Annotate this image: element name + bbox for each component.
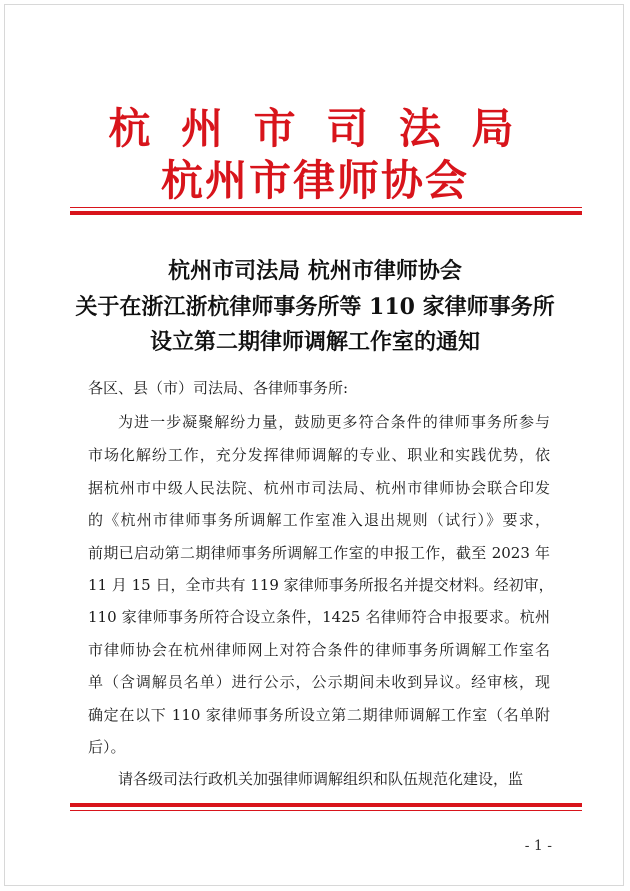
header-divider-thick bbox=[70, 211, 582, 215]
body-line: 单（含调解员名单）进行公示，公示期间未收到异议。经审核，现 bbox=[88, 673, 550, 691]
document-title-line-1: 杭州市司法局 杭州市律师协会 bbox=[168, 258, 462, 284]
body-line: 请各级司法行政机关加强律师调解组织和队伍规范化建设，监 bbox=[118, 770, 524, 788]
salutation: 各区、县（市）司法局、各律师事务所: bbox=[88, 379, 349, 397]
body-line: 11 月 15 日，全市共有 119 家律师事务所报名并提交材料。经初审， bbox=[88, 576, 554, 594]
body-line: 市律师协会在杭州律师网上对符合条件的律师事务所调解工作室名 bbox=[88, 641, 550, 659]
page-number: - 1 - bbox=[524, 838, 552, 854]
document-title-line-2: 关于在浙江浙杭律师事务所等 110 家律师事务所 bbox=[75, 294, 555, 320]
body-line: 后）。 bbox=[88, 738, 126, 756]
header-divider-thin bbox=[70, 207, 582, 208]
footer-divider-thick bbox=[70, 803, 582, 807]
issuer-header-justice-bureau: 杭 州 市 司 法 局 bbox=[108, 104, 522, 153]
body-line: 前期已启动第二期律师事务所调解工作室的申报工作，截至 2023 年 bbox=[88, 544, 550, 562]
body-line: 确定在以下 110 家律师事务所设立第二期律师调解工作室（名单附 bbox=[88, 706, 550, 724]
body-line: 市场化解纷工作，充分发挥律师调解的专业、职业和实践优势，依 bbox=[88, 446, 550, 464]
footer-divider-thin bbox=[70, 810, 582, 811]
body-line: 为进一步凝聚解纷力量，鼓励更多符合条件的律师事务所参与 bbox=[118, 413, 550, 431]
body-line: 据杭州市中级人民法院、杭州市司法局、杭州市律师协会联合印发 bbox=[88, 479, 550, 497]
body-line: 的《杭州市律师事务所调解工作室准入退出规则（试行）》要求， bbox=[88, 511, 550, 529]
body-line: 110 家律师事务所符合设立条件，1425 名律师符合申报要求。杭州 bbox=[88, 608, 550, 626]
document-title-line-3: 设立第二期律师调解工作室的通知 bbox=[149, 329, 480, 355]
issuer-header-lawyers-association: 杭州市律师协会 bbox=[160, 156, 469, 205]
